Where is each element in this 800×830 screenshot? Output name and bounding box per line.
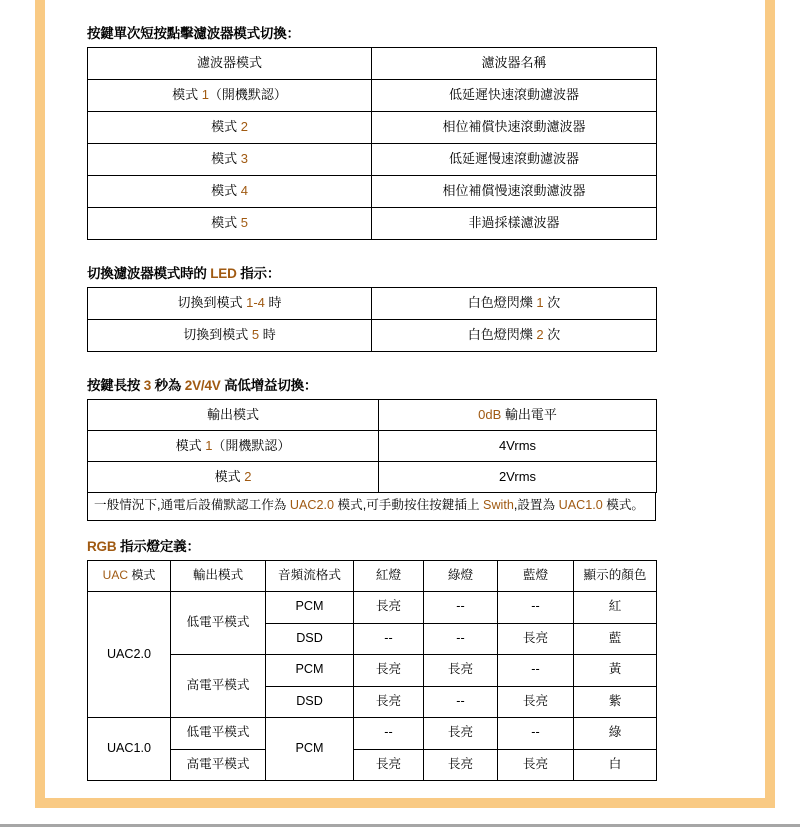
switch-target-suffix: 時: [264, 295, 282, 311]
table-row: [88, 288, 657, 320]
header-output-mode: 輸出模式: [171, 560, 266, 592]
cell-audio-format: PCM: [266, 655, 354, 687]
switch-target-number: 5: [251, 327, 260, 343]
cell-blue-state: 長亮: [498, 749, 574, 781]
cell-red-state: --: [354, 718, 424, 750]
switch-target-prefix: 切換到模式: [177, 295, 247, 311]
cell-output-level-mode: 低電平模式: [171, 592, 266, 655]
cell-filter-mode: [88, 176, 372, 208]
cell-green-state: --: [424, 623, 498, 655]
mode-label-prefix: 模式: [175, 437, 206, 453]
note-text-part-4: 模式。: [602, 498, 645, 512]
cell-blue-state: --: [498, 592, 574, 624]
cell-filter-mode: [88, 80, 372, 112]
section-spacer: [87, 240, 667, 262]
table-row: [88, 208, 657, 240]
blink-prefix: 白色燈閃爍: [467, 295, 537, 311]
section-spacer: [87, 521, 667, 535]
cell-red-state: 長亮: [354, 655, 424, 687]
mode-label-prefix: 模式: [211, 215, 241, 231]
cell-green-state: 長亮: [424, 718, 498, 750]
mode-number: 1: [201, 87, 209, 103]
blink-count-number: 2: [536, 327, 544, 343]
cell-display-color: 紅: [574, 592, 657, 624]
cell-output-mode: [88, 431, 379, 462]
document-content: [87, 22, 667, 781]
cell-output-level: 2Vrms: [379, 462, 657, 493]
section-spacer: [87, 352, 667, 374]
gain-heading-middle: 秒為: [151, 378, 185, 393]
mode-label-prefix: 模式: [211, 151, 241, 167]
cell-filter-mode: [88, 144, 372, 176]
gain-heading-voltage: 2V/4V: [184, 378, 221, 393]
cell-audio-format: DSD: [266, 623, 354, 655]
led-heading-suffix: 指示：: [236, 266, 281, 281]
rgb-heading-text: 指示燈定義：: [116, 538, 200, 554]
mode-number: 1: [205, 437, 213, 453]
table-row: [88, 718, 657, 750]
table-row: [88, 431, 657, 462]
switch-target-suffix: 時: [259, 327, 276, 343]
mode-number: 2: [244, 468, 252, 484]
cell-filter-name: 低延遲慢速滾動濾波器: [372, 144, 657, 176]
note-text-part-1: 一般情況下,通電后設備默認工作為: [94, 498, 290, 512]
led-indication-table: [87, 287, 657, 352]
table-row: [88, 80, 657, 112]
cell-blue-state: --: [498, 655, 574, 687]
rgb-heading-abbr: RGB: [87, 538, 117, 554]
mode-label-prefix: 模式: [172, 87, 202, 103]
mode-label-prefix: 模式: [211, 119, 241, 135]
uac-mode-note: [87, 493, 656, 521]
table-header-row: [88, 48, 657, 80]
table-header-row: [88, 560, 657, 592]
cell-display-color: 白: [574, 749, 657, 781]
note-uac2-label: UAC2.0: [289, 498, 335, 512]
header-blue-led: 藍燈: [498, 560, 574, 592]
led-heading-abbr: LED: [210, 266, 237, 281]
switch-target-prefix: 切換到模式: [183, 327, 252, 343]
cell-audio-format: PCM: [266, 718, 354, 781]
cell-switch-target: [88, 288, 372, 320]
mode-number: 3: [240, 151, 248, 167]
section-gain-switch: [87, 374, 667, 521]
cell-red-state: --: [354, 623, 424, 655]
section-led-indication: [87, 262, 667, 352]
section-filter-switch: [87, 22, 667, 240]
mode-label-suffix: （開機默認）: [212, 437, 291, 453]
mode-number: 2: [240, 119, 248, 135]
cell-display-color: 紫: [574, 686, 657, 718]
cell-blue-state: 長亮: [498, 623, 574, 655]
gain-heading-seconds: 3: [143, 378, 152, 393]
note-text-part-3: ,設置為: [513, 498, 559, 512]
uac-abbr: UAC: [102, 568, 128, 583]
table-row: [88, 462, 657, 493]
table-header-row: [88, 400, 657, 431]
cell-display-color: 黃: [574, 655, 657, 687]
header-display-color: 顯示的顏色: [574, 560, 657, 592]
gain-switch-table: [87, 399, 657, 493]
header-green-led: 綠燈: [424, 560, 498, 592]
switch-target-number: 1-4: [246, 295, 265, 311]
note-uac1-label: UAC1.0: [558, 498, 603, 512]
cell-output-level-mode: 高電平模式: [171, 655, 266, 718]
cell-output-level: 4Vrms: [379, 431, 657, 462]
cell-red-state: 長亮: [354, 749, 424, 781]
uac-mode-label: 模式: [128, 568, 156, 583]
mode-label-prefix: 模式: [214, 468, 245, 484]
section-rgb-definition: [87, 535, 667, 782]
rgb-definition-table: [87, 560, 657, 782]
cell-green-state: 長亮: [424, 749, 498, 781]
cell-red-state: 長亮: [354, 686, 424, 718]
filter-switch-heading: 按鍵單次短按點擊濾波器模式切換：: [87, 26, 300, 41]
header-output-mode: 輸出模式: [88, 400, 379, 431]
cell-uac-mode: UAC2.0: [88, 592, 171, 718]
cell-filter-name: 相位補償快速滾動濾波器: [372, 112, 657, 144]
cell-green-state: 長亮: [424, 655, 498, 687]
table-row: [88, 144, 657, 176]
cell-red-state: 長亮: [354, 592, 424, 624]
mode-label-suffix: （開機默認）: [208, 87, 287, 103]
mode-label-prefix: 模式: [211, 183, 241, 199]
cell-blue-state: 長亮: [498, 686, 574, 718]
cell-uac-mode: UAC1.0: [88, 718, 171, 781]
cell-green-state: --: [424, 592, 498, 624]
blink-prefix: 白色燈閃爍: [467, 327, 537, 343]
mode-number: 5: [240, 215, 248, 231]
cell-switch-target: [88, 320, 372, 352]
cell-audio-format: PCM: [266, 592, 354, 624]
cell-filter-name: 相位補償慢速滾動濾波器: [372, 176, 657, 208]
header-audio-format: 音頻流格式: [266, 560, 354, 592]
table-row: [88, 112, 657, 144]
table-row: [88, 176, 657, 208]
cell-filter-mode: [88, 112, 372, 144]
header-filter-name: 濾波器名稱: [372, 48, 657, 80]
led-indication-heading: [87, 262, 667, 282]
cell-display-color: 綠: [574, 718, 657, 750]
cell-filter-name: 低延遲快速滾動濾波器: [372, 80, 657, 112]
note-swith-label: Swith: [483, 498, 514, 512]
header-filter-mode: 濾波器模式: [88, 48, 372, 80]
cell-filter-name: 非過採樣濾波器: [372, 208, 657, 240]
gain-heading-prefix: 按鍵長按: [87, 378, 144, 393]
table-row: [88, 749, 657, 781]
cell-blue-state: --: [498, 718, 574, 750]
table-row: [88, 655, 657, 687]
bottom-horizontal-rule: [0, 824, 800, 827]
cell-filter-mode: [88, 208, 372, 240]
output-level-unit: 0dB: [478, 406, 502, 422]
cell-green-state: --: [424, 686, 498, 718]
filter-switch-table: [87, 47, 657, 240]
cell-output-level-mode: 低電平模式: [171, 718, 266, 750]
cell-output-level-mode: 高電平模式: [171, 749, 266, 781]
rgb-definition-heading: [87, 535, 667, 555]
cell-output-mode: [88, 462, 379, 493]
cell-blink-count: [372, 320, 657, 352]
blink-count-number: 1: [536, 295, 544, 311]
mode-number: 4: [240, 183, 248, 199]
header-red-led: 紅燈: [354, 560, 424, 592]
blink-suffix: 次: [543, 327, 561, 343]
blink-suffix: 次: [543, 295, 561, 311]
output-level-label: 輸出電平: [501, 406, 557, 422]
cell-blink-count: [372, 288, 657, 320]
gain-switch-heading: [87, 374, 667, 394]
table-row: [88, 592, 657, 624]
gain-heading-suffix: 高低增益切換：: [220, 378, 318, 393]
header-uac-mode: [88, 560, 171, 592]
table-row: [88, 320, 657, 352]
note-text-part-2: 模式,可手動按住按鍵插上: [334, 498, 484, 512]
header-output-level: [379, 400, 657, 431]
cell-display-color: 藍: [574, 623, 657, 655]
led-heading-prefix: 切換濾波器模式時的: [87, 266, 211, 281]
cell-audio-format: DSD: [266, 686, 354, 718]
